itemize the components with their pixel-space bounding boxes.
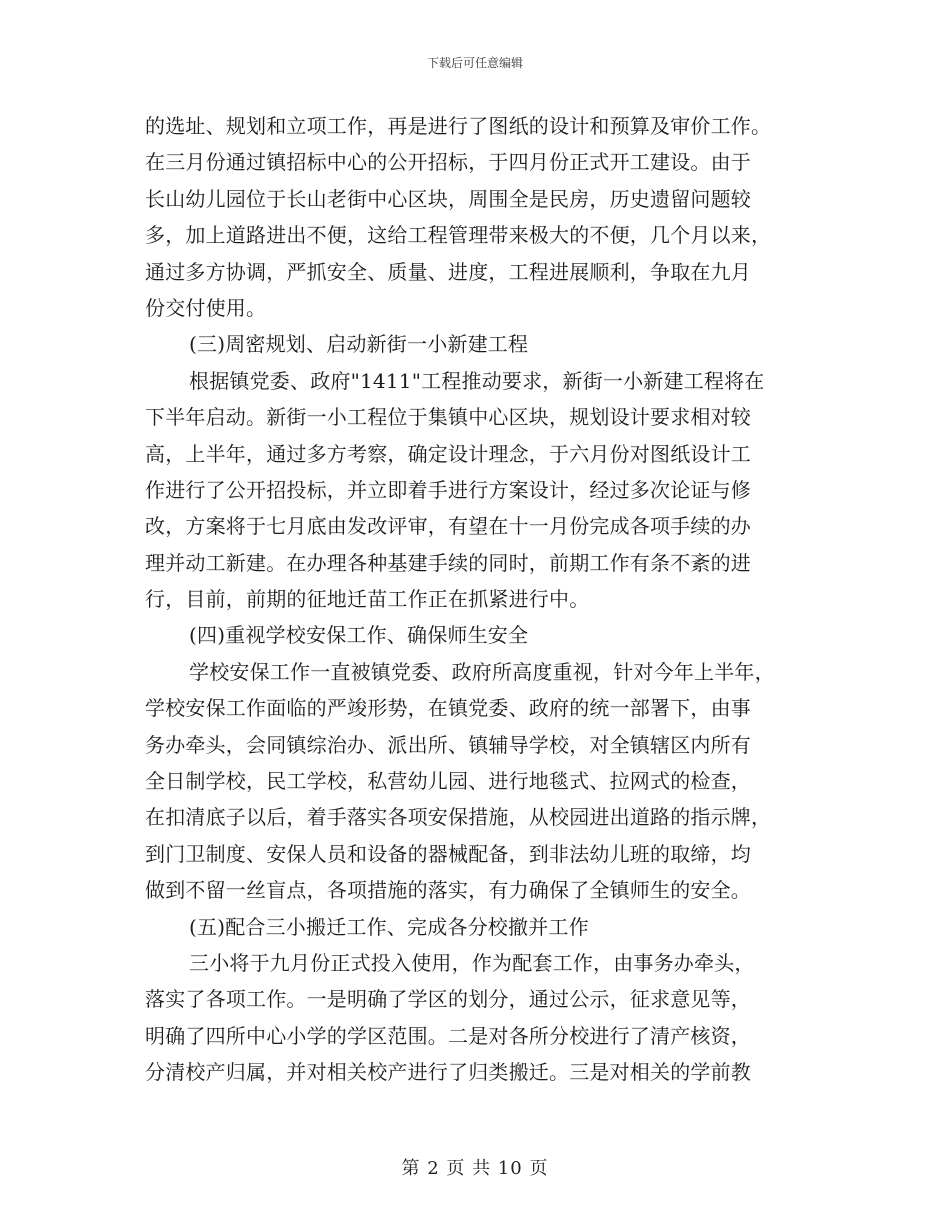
text-line: 的选址、规划和立项工作，再是进行了图纸的设计和预算及审价工作。: [145, 114, 772, 138]
text-line: 改，方案将于七月底由发改评审，有望在十一月份完成各项手续的办: [145, 514, 751, 539]
text-line: 落实了各项工作。一是明确了学区的划分，通过公示，征求意见等，: [145, 987, 751, 1012]
page-footer: 第 2 页 共 10 页: [401, 1158, 549, 1179]
text-line: 三小将于九月份正式投入使用，作为配套工作，由事务办牵头，: [189, 950, 755, 975]
text-line: 做到不留一丝盲点，各项措施的落实，有力确保了全镇师生的安全。: [145, 878, 751, 903]
text-line: (四)重视学校安保工作、确保师生安全: [189, 623, 529, 648]
text-line: 理并动工新建。在办理各种基建手续的同时，前期工作有条不紊的进: [145, 550, 751, 575]
text-line: 在三月份通过镇招标中心的公开招标，于四月份正式开工建设。由于: [145, 150, 751, 175]
text-line: 学校安保工作面临的严竣形势，在镇党委、政府的统一部署下，由事: [145, 696, 751, 721]
text-line: 分清校产归属，并对相关校产进行了归类搬迁。三是对相关的学前教: [145, 1060, 751, 1085]
text-line: 高，上半年，通过多方考察，确定设计理念，于六月份对图纸设计工: [145, 441, 751, 466]
text-line: 全日制学校，民工学校，私营幼儿园、进行地毯式、拉网式的检查，: [145, 769, 751, 794]
document-body: [145, 108, 815, 1091]
text-line: 明确了四所中心小学的学区范围。二是对各所分校进行了清产核资，: [145, 1023, 751, 1048]
text-line: 根据镇党委、政府"1411"工程推动要求，新街一小新建工程将在: [189, 368, 765, 393]
text-line: 长山幼儿园位于长山老街中心区块，周围全是民房，历史遗留问题较: [145, 186, 751, 211]
page-header: 下载后可任意编辑: [426, 56, 523, 70]
text-line: 作进行了公开招投标，并立即着手进行方案设计，经过多次论证与修: [145, 477, 751, 502]
text-line: 务办牵头，会同镇综治办、派出所、镇辅导学校，对全镇辖区内所有: [145, 732, 751, 757]
text-line: 下半年启动。新街一小工程位于集镇中心区块，规划设计要求相对较: [145, 405, 751, 430]
text-line: 行，目前，前期的征地迁苗工作正在抓紧进行中。: [145, 587, 590, 612]
text-line: 通过多方协调，严抓安全、质量、进度，工程进展顺利，争取在九月: [145, 259, 751, 284]
text-line: 学校安保工作一直被镇党委、政府所高度重视，针对今年上半年，: [189, 659, 775, 684]
text-line: 份交付使用。: [145, 295, 267, 320]
text-line: 到门卫制度、安保人员和设备的器械配备，到非法幼儿班的取缔，均: [145, 841, 751, 866]
text-line: 在扣清底子以后，着手落实各项安保措施，从校园进出道路的指示牌，: [145, 805, 772, 830]
text-line: 多，加上道路进出不便，这给工程管理带来极大的不便，几个月以来，: [145, 223, 772, 248]
text-line: (五)配合三小搬迁工作、完成各分校撤并工作: [189, 914, 589, 939]
text-line: (三)周密规划、启动新街一小新建工程: [189, 332, 529, 357]
